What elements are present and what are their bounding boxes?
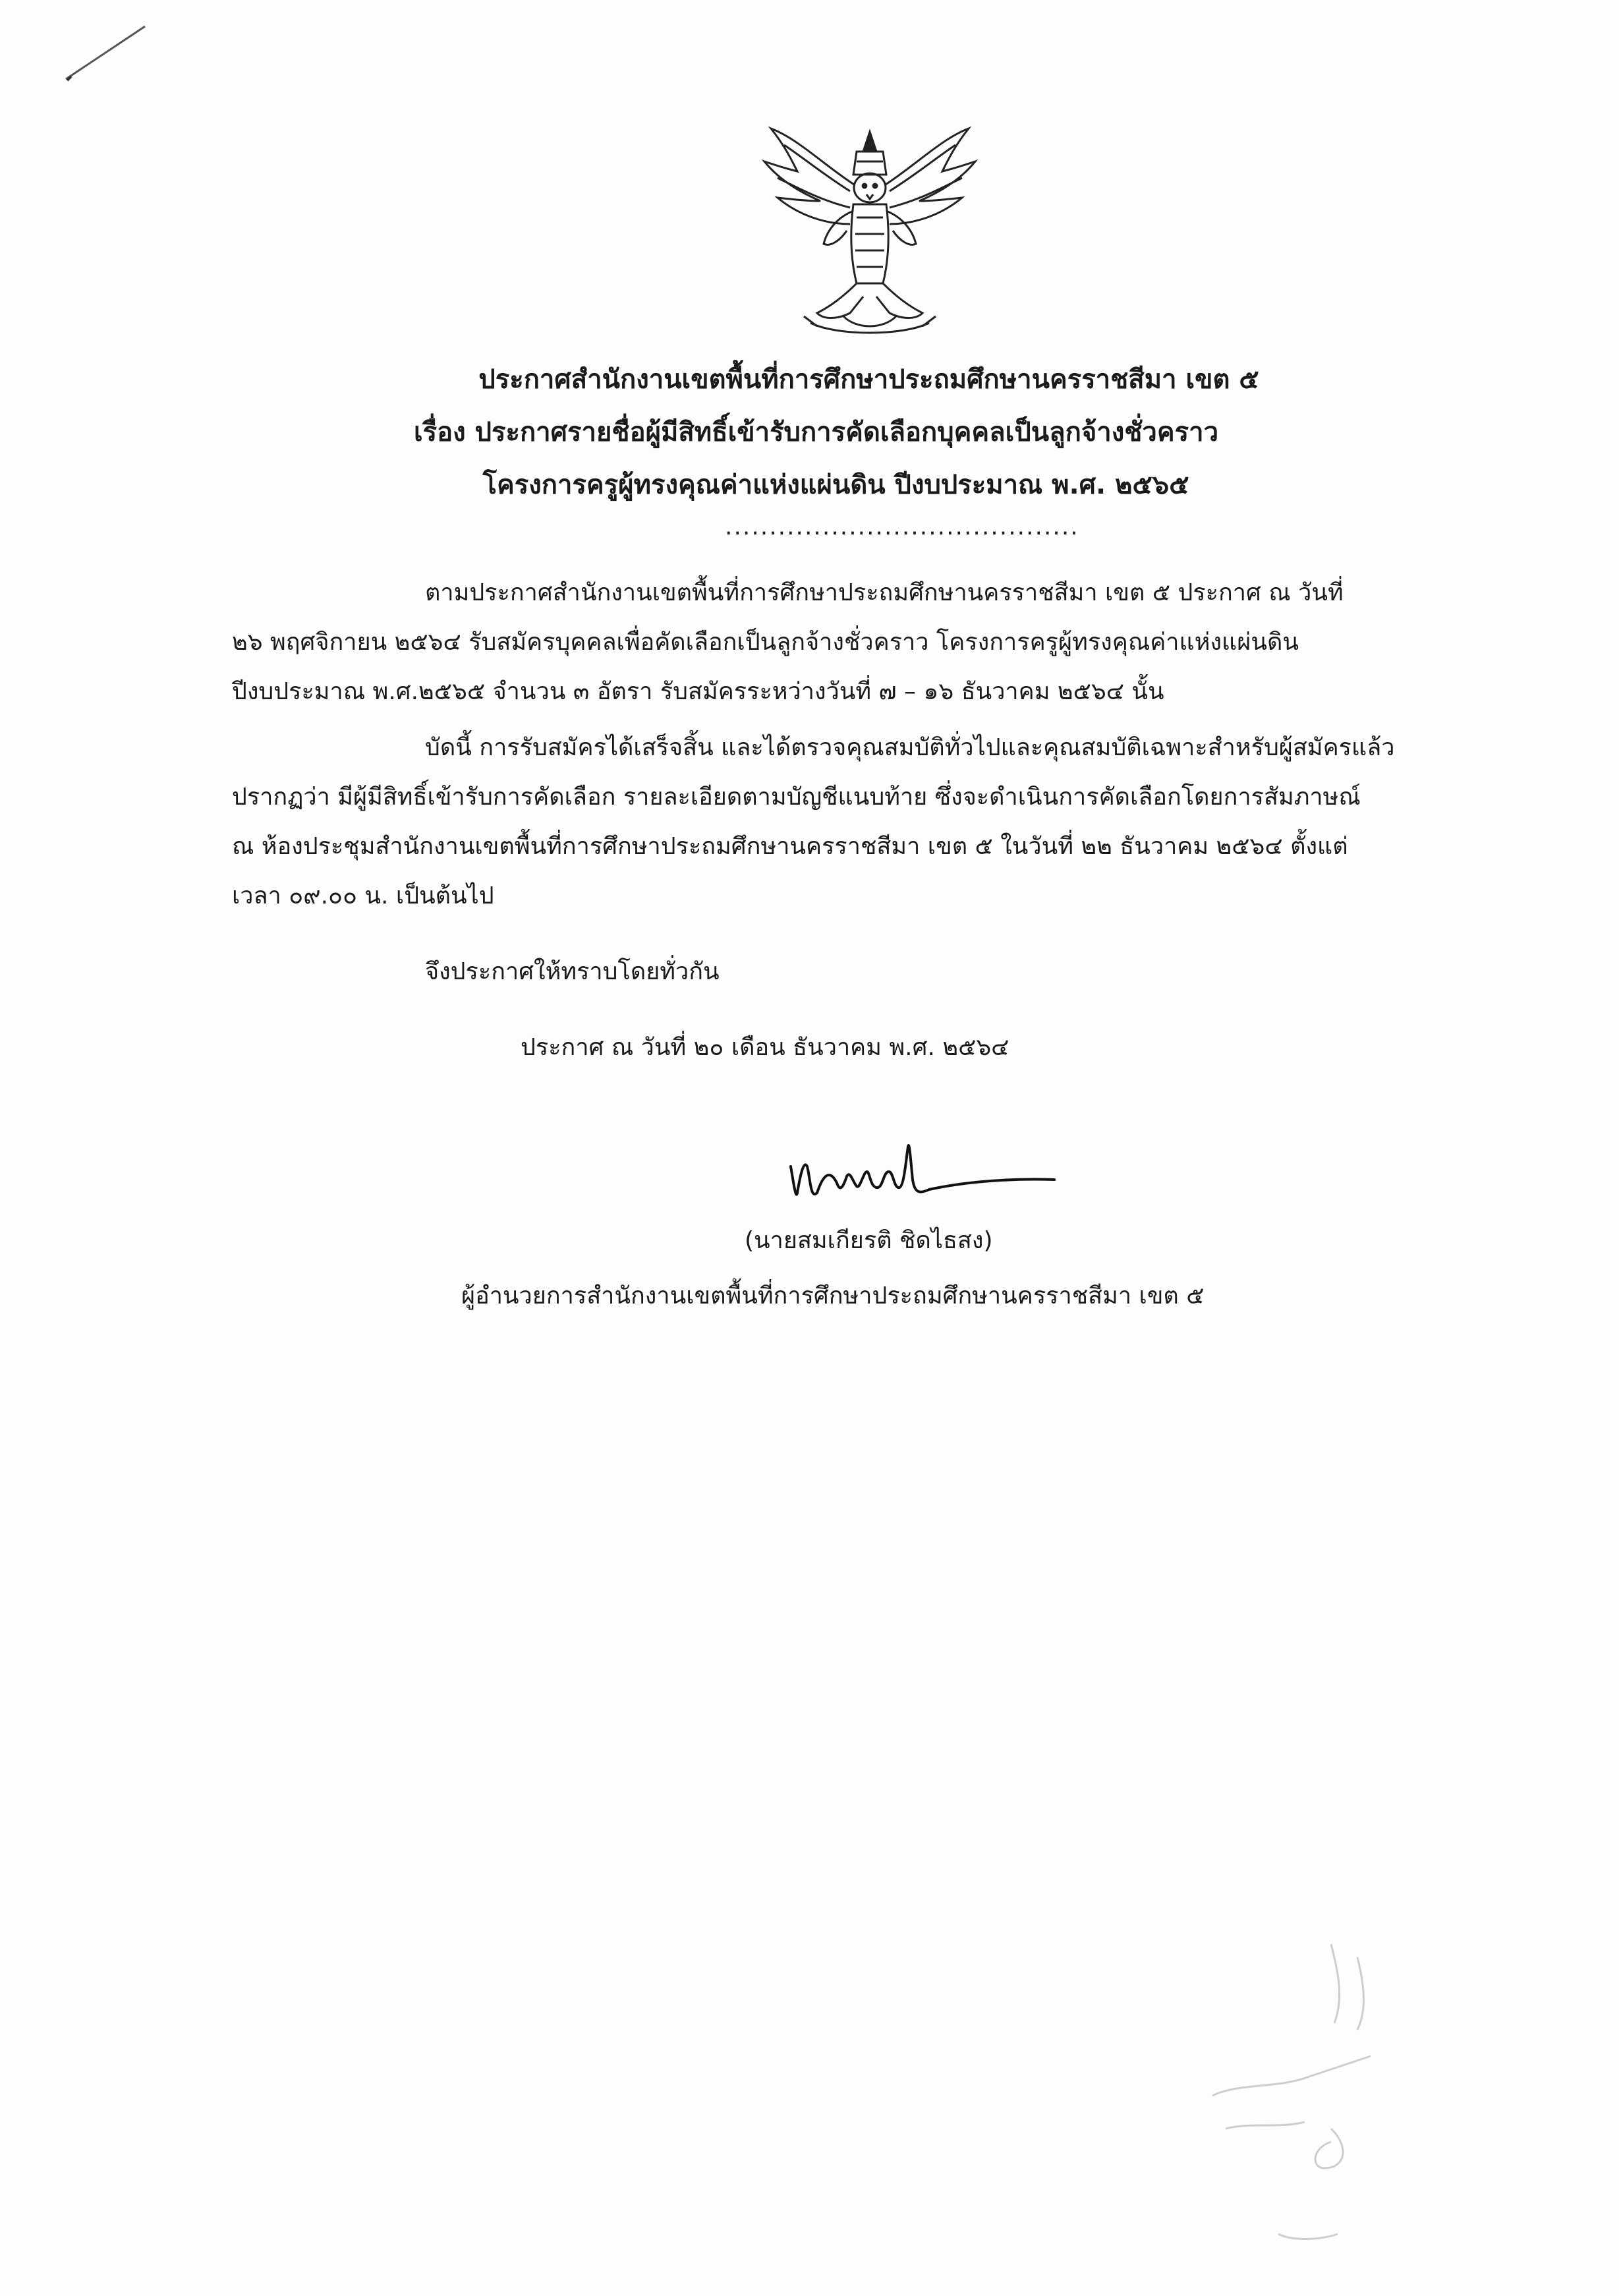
announcement-project (0, 472, 1619, 498)
para1-line2: ๒๖ พฤศจิกายน ๒๕๖๔ รับสมัครบุคคลเพื่อคัดเลือกเป็นลูกจ้างชั่วคราว โครงการครูผู้ทรงคุณค่าแห่งแผ่นดิน (232, 629, 1299, 656)
para2-line4: เวลา ๐๙.๐๐ น. เป็นต้นไป (232, 882, 494, 909)
faint-handwritten-marks (1199, 1931, 1410, 2274)
para2-line3: ณ ห้องประชุมสำนักงานเขตพื้นที่การศึกษาประถมศึกษานครราชสีมา เขต ๕ ในวันที่ ๒๒ ธันวาคม ๒๕๖๔ ตั้งแต่ (232, 833, 1348, 860)
pen-stroke-mark (59, 20, 158, 86)
garuda-emblem (758, 125, 982, 343)
signatory-position: ผู้อำนวยการสำนักงานเขตพื้นที่การศึกษาประถมศึกษานครราชสีมา เขต ๕ (461, 1282, 1205, 1309)
announcement-project-text: โครงการครูผู้ทรงคุณค่าแห่งแผ่นดิน ปีงบประมาณ พ.ศ. ๒๕๖๕ (482, 470, 1189, 500)
para1-line1: ตามประกาศสำนักงานเขตพื้นที่การศึกษาประถมศึกษานครราชสีมา เขต ๕ ประกาศ ณ วันที่ (425, 579, 1344, 606)
signatory-name: (นายสมเกียรติ ชิดไธสง) (745, 1227, 993, 1254)
para1-line3: ปีงบประมาณ พ.ศ.๒๕๖๕ จำนวน ๓ อัตรา รับสมัครระหว่างวันที่ ๗ – ๑๖ ธันวาคม ๒๕๖๔ นั้น (232, 678, 1164, 705)
announcement-subject (0, 419, 1619, 445)
para2-line1: บัดนี้ การรับสมัครได้เสร็จสิ้น และได้ตรวจคุณสมบัติทั่วไปและคุณสมบัติเฉพาะสำหรับผู้สมัครแล้ว (425, 734, 1395, 761)
announcement-date: ประกาศ ณ วันที่ ๒๐ เดือน ธันวาคม พ.ศ. ๒๕๖๔ (521, 1034, 1009, 1061)
para2-line2: ปรากฏว่า มีผู้มีสิทธิ์เข้ารับการคัดเลือก รายละเอียดตามบัญชีแนบท้าย ซึ่งจะดำเนินการคัดเลือกโดยการสัมภาษณ์ (232, 784, 1361, 811)
handwritten-signature (778, 1120, 1067, 1219)
closing-text: จึงประกาศให้ทราบโดยทั่วกัน (425, 958, 720, 985)
separator-dots: ........................................ (725, 513, 1079, 540)
announcement-title (0, 366, 1619, 393)
announcement-subject-text: เรื่อง ประกาศรายชื่อผู้มีสิทธิ์เข้ารับการคัดเลือกบุคคลเป็นลูกจ้างชั่วคราว (413, 417, 1219, 447)
announcement-title-text: ประกาศสำนักงานเขตพื้นที่การศึกษาประถมศึกษานครราชสีมา เขต ๕ (478, 364, 1259, 395)
